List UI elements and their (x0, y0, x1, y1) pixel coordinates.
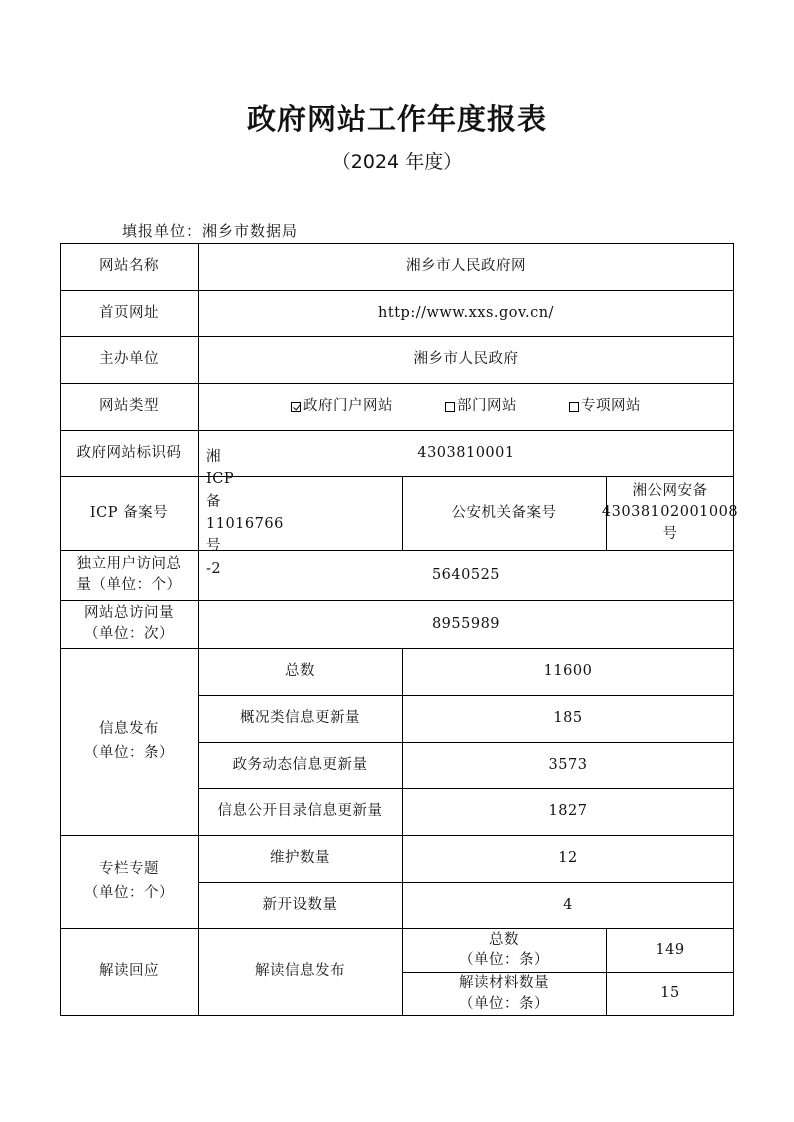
unique-visitors-label-line: 独立用户访问总 (76, 555, 182, 572)
site-type-label: 网站类型 (99, 398, 159, 415)
interpret-row-value: 149 (655, 941, 685, 958)
publish-row-label: 总数 (285, 663, 315, 680)
unique-visitors-value: 5640525 (431, 566, 501, 583)
icp-value (198, 448, 402, 577)
checked-box-icon (291, 402, 301, 412)
icp-part: 湘 (206, 448, 221, 465)
site-type-special (569, 395, 641, 417)
police-record-line: 43038102001008 (601, 504, 739, 521)
interpretation-label: 解读回应 (99, 963, 159, 980)
interpretation-publish-label: 解读信息发布 (255, 963, 345, 980)
icp-part: 备 (206, 493, 221, 510)
info-publish-label-line: 信息发布 (99, 721, 159, 738)
publish-row-value: 185 (553, 710, 583, 727)
interpret-row-label-line: （单位：条） (459, 952, 549, 968)
special-columns-label (60, 835, 198, 928)
columns-row-value: 12 (558, 850, 578, 867)
columns-row-label: 维护数量 (270, 850, 330, 867)
site-code-value: 4303810001 (417, 444, 515, 461)
site-type-portal (291, 395, 393, 417)
special-columns-label-line: （单位：个） (84, 884, 174, 901)
host-unit-value: 湘乡市人民政府 (413, 351, 519, 368)
interpret-row-label-line: （单位：条） (459, 995, 549, 1012)
police-record-label: 公安机关备案号 (451, 504, 557, 521)
icp-part: 11016766 (206, 516, 284, 532)
interpret-row-label-line: 解读材料数量 (459, 975, 549, 992)
publish-row-value: 3573 (548, 756, 588, 773)
publish-row-label: 政务动态信息更新量 (232, 756, 368, 773)
police-record-value (601, 476, 739, 550)
interpret-row-label (402, 928, 606, 972)
report-table (60, 243, 739, 1016)
icp-part: 号 (206, 538, 221, 555)
icp-tail: -2 (206, 560, 222, 577)
police-record-line: 湘公网安备 (632, 483, 708, 500)
report-year: （2024 年度） (331, 151, 463, 173)
empty-box-icon (445, 402, 455, 412)
info-publish-label (60, 648, 198, 835)
interpret-row-label-line: 总数 (489, 931, 519, 948)
unique-visitors-label (60, 550, 198, 600)
special-columns-label-line: 专栏专题 (99, 861, 159, 878)
site-name-label: 网站名称 (99, 258, 159, 275)
info-publish-label-line: （单位：条） (84, 744, 174, 761)
site-type-department (445, 395, 517, 417)
site-name-value: 湘乡市人民政府网 (406, 258, 526, 275)
homepage-url-value: http://www.xxs.gov.cn/ (378, 304, 554, 321)
columns-row-value: 4 (563, 896, 573, 913)
total-visits-label (60, 600, 198, 648)
publish-row-label: 信息公开目录信息更新量 (217, 803, 383, 820)
total-visits-value: 8955989 (431, 615, 501, 632)
homepage-url-label: 首页网址 (99, 304, 159, 321)
reporting-unit: 填报单位：湘乡市数据局 (122, 222, 299, 240)
total-visits-label-line: 网站总访问量 (84, 604, 174, 621)
interpret-row-label (402, 972, 606, 1015)
site-type-department-label: 部门网站 (457, 398, 517, 415)
table-border-bottom (60, 1015, 734, 1016)
police-record-line: 号 (662, 525, 678, 542)
site-type-special-label: 专项网站 (581, 398, 641, 415)
publish-row-value: 11600 (543, 663, 593, 680)
host-unit-label: 主办单位 (99, 351, 159, 368)
total-visits-label-line: （单位：次） (84, 626, 174, 642)
empty-box-icon (569, 402, 579, 412)
publish-row-value: 1827 (548, 803, 588, 820)
columns-row-label: 新开设数量 (262, 896, 338, 913)
interpret-row-value: 15 (660, 985, 680, 1002)
site-code-label: 政府网站标识码 (76, 444, 182, 461)
unique-visitors-label-line: 量（单位：个） (76, 577, 182, 593)
publish-row-label: 概况类信息更新量 (240, 710, 360, 727)
report-title: 政府网站工作年度报表 (246, 102, 547, 136)
icp-part: ICP (206, 471, 235, 488)
site-type-portal-label: 政府门户网站 (303, 398, 393, 415)
icp-label: ICP 备案号 (89, 504, 169, 521)
site-type-options (198, 383, 734, 430)
